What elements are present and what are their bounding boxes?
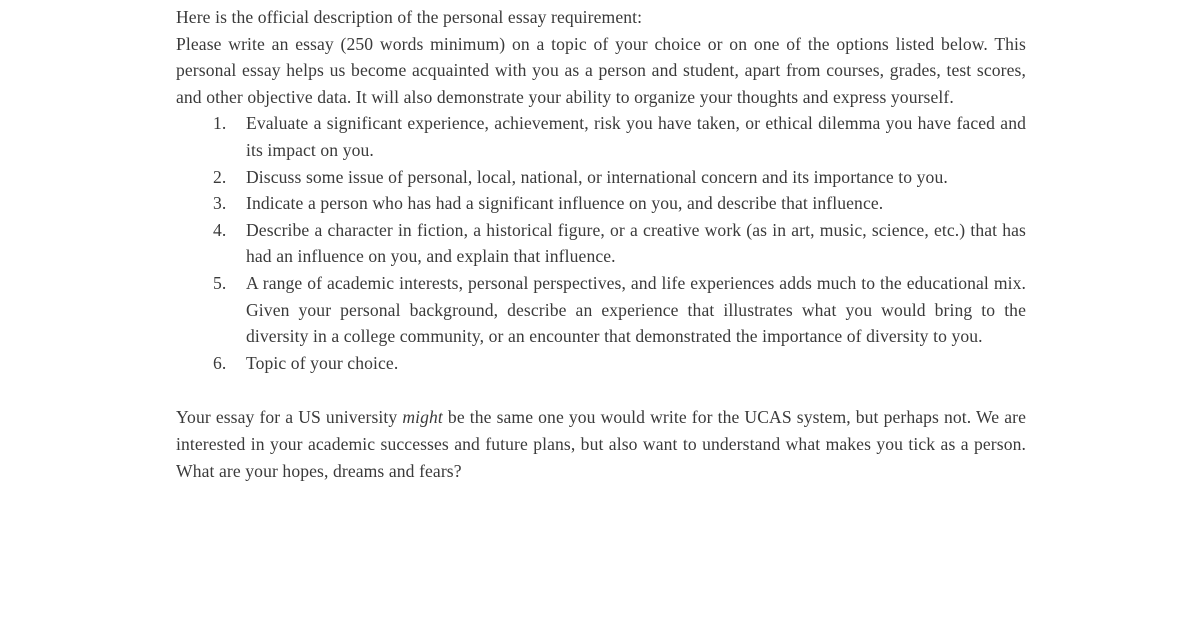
closing-paragraph <box>176 404 1026 484</box>
list-item-number: 3. <box>213 193 227 214</box>
list-item-text: Topic of your choice. <box>246 352 399 373</box>
description-heading: Here is the official description of the personal essay requirement: <box>176 7 643 27</box>
closing-text-start: Your essay for a US university <box>176 407 403 428</box>
list-item <box>176 110 1026 163</box>
list-item-number: 1. <box>213 113 227 134</box>
list-item-text: Indicate a person who has had a significant influence on you, and describe that influence. <box>246 193 884 214</box>
list-item <box>176 164 1026 191</box>
closing-emphasis: might <box>402 407 443 428</box>
list-item <box>176 190 1026 217</box>
list-item-text: A range of academic interests, personal perspectives, and life experiences adds much to the educational mix. Given your personal background, describe an experience that illustrates what you would bring to the diversity in a college community, or an encounter that demonstrated the importance of diversity to you. <box>246 272 1026 347</box>
essay-requirement-text <box>176 4 1026 484</box>
closing-text-end: be the same one you would write for the UCAS system, but perhaps not. We are interested in your academic successes and future plans, but also want to understand what makes you tick as a person. What are your hopes, dreams and fears? <box>176 407 1026 481</box>
list-item-number: 5. <box>213 272 227 293</box>
list-item-number: 6. <box>213 352 227 373</box>
list-item <box>176 217 1026 270</box>
paragraph-gap <box>176 376 1026 404</box>
list-item-text: Discuss some issue of personal, local, national, or international concern and its importance to you. <box>246 166 948 187</box>
list-item-text: Describe a character in fiction, a historical figure, or a creative work (as in art, music, science, etc.) that has had an influence on you, and explain that influence. <box>246 219 1026 267</box>
essay-options-list <box>176 110 1026 376</box>
list-item <box>176 350 1026 377</box>
list-item <box>176 270 1026 350</box>
intro-paragraph: Please write an essay (250 words minimum) on a topic of your choice or on one of the options listed below. This personal essay helps us become acquainted with you as a person and student, apart from courses, grades, test scores, and other objective data. It will also demonstrate your ability to organize your thoughts and express yourself. <box>176 33 1026 107</box>
list-item-number: 2. <box>213 166 227 187</box>
list-item-number: 4. <box>213 219 227 240</box>
list-item-text: Evaluate a significant experience, achievement, risk you have taken, or ethical dilemma you have faced and its impact on you. <box>246 113 1026 160</box>
